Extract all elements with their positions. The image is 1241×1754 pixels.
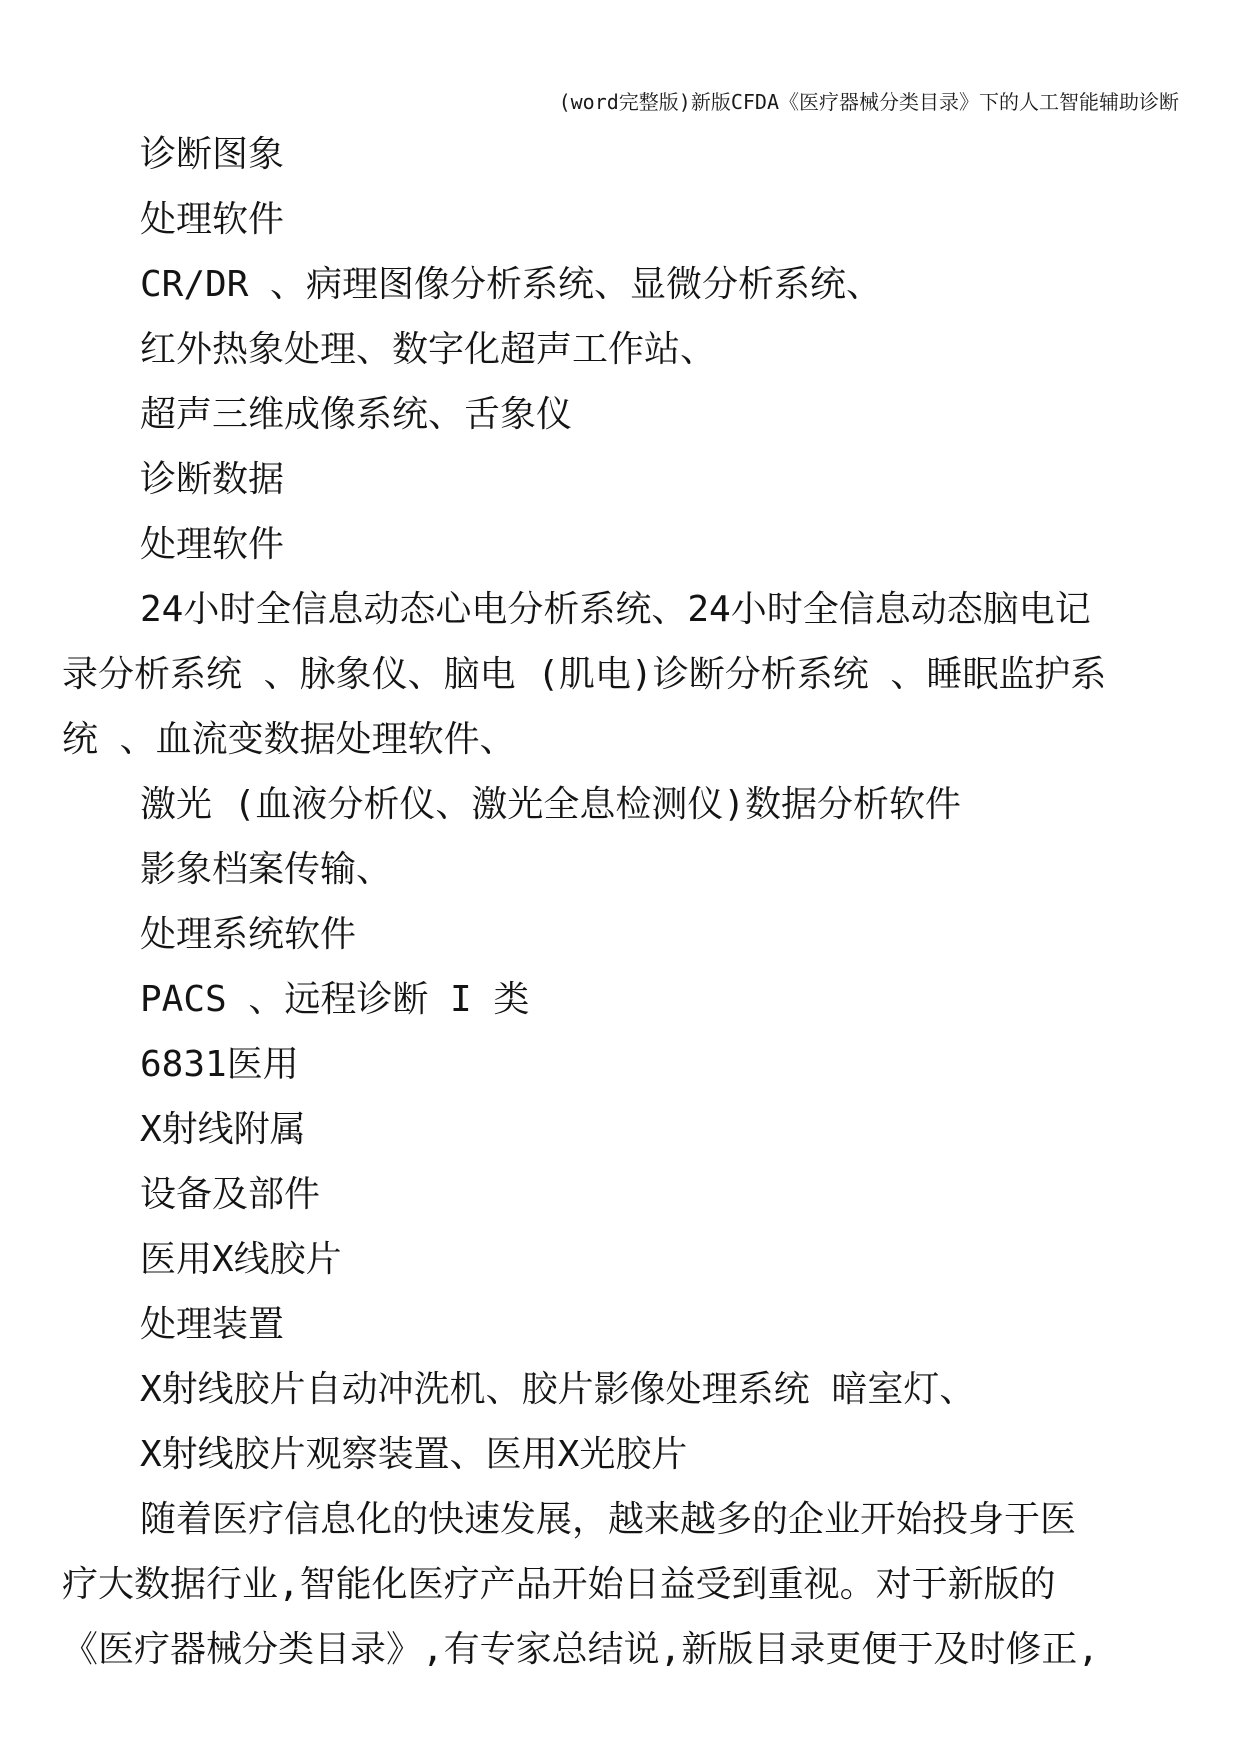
text-line: 处理软件 — [140, 199, 285, 240]
page-header-title: (word完整版)新版CFDA《医疗器械分类目录》下的人工智能辅助诊断 — [558, 90, 1179, 114]
text-line: 设备及部件 — [140, 1174, 321, 1215]
text-line: 录分析系统 、脉象仪、脑电 (肌电)诊断分析系统 、睡眠监护系 — [62, 654, 1107, 695]
text-line: 医用X线胶片 — [140, 1239, 342, 1280]
text-line: X射线胶片自动冲洗机、胶片影像处理系统 暗室灯、 — [140, 1369, 976, 1410]
text-line: 统 、血流变数据处理软件、 — [62, 719, 516, 760]
text-line: PACS 、远程诊断 I 类 — [140, 979, 530, 1020]
text-line: X射线附属 — [140, 1109, 306, 1150]
text-line: 影象档案传输、 — [140, 849, 393, 890]
text-line: 处理软件 — [140, 524, 285, 565]
text-line: 诊断图象 — [140, 134, 285, 175]
text-line: 随着医疗信息化的快速发展，越来越多的企业开始投身于医 — [140, 1499, 1077, 1540]
text-line: 超声三维成像系统、舌象仪 — [140, 394, 573, 435]
text-line: 诊断数据 — [140, 459, 285, 500]
text-line: CR/DR 、病理图像分析系统、显微分析系统、 — [140, 264, 883, 305]
text-line: 红外热象处理、数字化超声工作站、 — [140, 329, 717, 370]
text-line: 处理装置 — [140, 1304, 285, 1345]
document-body — [62, 122, 1180, 1682]
text-line: 处理系统软件 — [140, 914, 357, 955]
text-line: 激光 (血液分析仪、激光全息检测仪)数据分析软件 — [140, 784, 962, 825]
text-line: 24小时全信息动态心电分析系统、24小时全信息动态脑电记 — [140, 589, 1091, 630]
text-line: X射线胶片观察装置、医用X光胶片 — [140, 1434, 688, 1475]
text-line: 《医疗器械分类目录》,有专家总结说,新版目录更便于及时修正, — [62, 1629, 1100, 1670]
text-line: 疗大数据行业,智能化医疗产品开始日益受到重视。对于新版的 — [62, 1564, 1056, 1605]
text-line: 6831医用 — [140, 1044, 299, 1085]
